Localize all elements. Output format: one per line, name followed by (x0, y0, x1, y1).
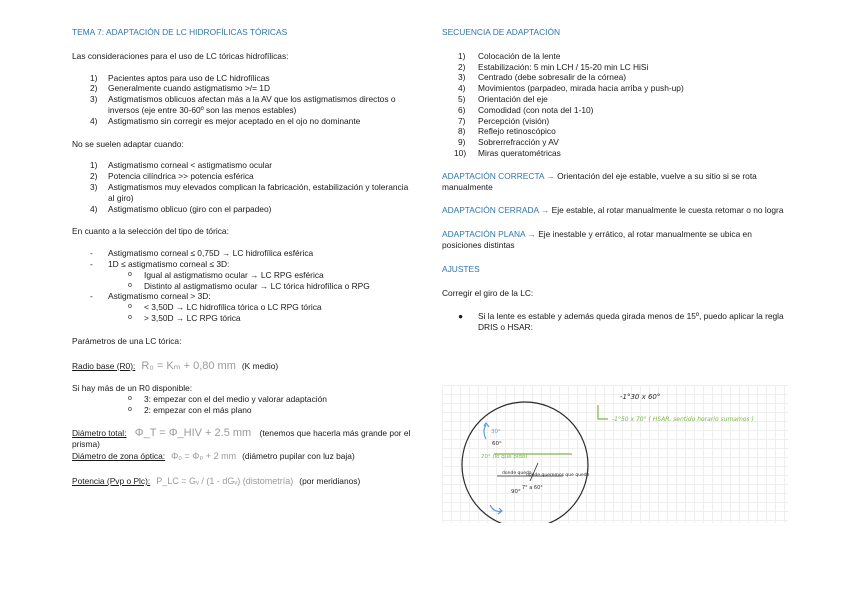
correct-text: Orientación del eje estable, vuelve a su sitio si se rota manualmente (442, 170, 757, 192)
arrow-right-icon: → (546, 170, 555, 181)
more-r0-text: Si hay más de un R0 disponible: (72, 383, 193, 394)
list-item: 1) Astigmatismo corneal < astigmatismo ocular (90, 160, 273, 171)
zone-note: (diámetro pupilar con luz baja) (242, 451, 355, 462)
sequence-title: SECUENCIA DE ADAPTACIÓN (442, 27, 561, 37)
correct-label: ADAPTACIÓN CORRECTA (442, 170, 545, 181)
list-item: 4) Movimientos (parpadeo, mirada hacia arriba y push-up) (458, 83, 684, 94)
lens-sketch (442, 385, 788, 523)
considerations-list (72, 73, 412, 127)
list-item: 9) Sobrerrefracción y AV (458, 137, 559, 148)
radio-note: (K medio) (241, 360, 279, 371)
list-item: 2) Generalmente cuando astigmatismo >/= 1D (90, 83, 271, 94)
zone-label: Diámetro de zona óptica: (72, 451, 166, 462)
selection-list (72, 248, 412, 324)
list-item: 3) Astigmatismos oblicuos afectan más a la AV que los astigmatismos directos o inversos (eje entre 30-60º son las menos estables) (90, 94, 396, 115)
flat-label: ADAPTACIÓN PLANA (442, 229, 526, 240)
zone-formula: Φ₀ = Φₚ + 2 mm (171, 451, 237, 462)
page-title: TEMA 7: ADAPTACIÓN DE LC HIDROFÍLICAS TÓRICAS (72, 27, 288, 37)
diam-note: (tenemos que hacerla más grande por el prisma) (72, 427, 411, 449)
list-item: o 2: empezar con el más plano (128, 404, 252, 415)
correct-adaptation (442, 171, 786, 193)
sketch-label: donde queremos que quede (526, 473, 590, 478)
not-adapt-heading: No se suelen adaptar cuando: (72, 138, 184, 149)
power-note: (por meridianos) (299, 476, 361, 487)
power-row (72, 476, 412, 487)
list-item: o Igual al astigmatismo ocular → LC RPG esférica (128, 269, 324, 280)
diam-row (72, 428, 412, 450)
list-item: 2) Potencia cilíndrica >> potencia esférica (90, 171, 254, 182)
list-item: 5) Orientación del eje (458, 93, 548, 104)
adjust-title: AJUSTES (442, 263, 480, 274)
sketch-grid (442, 385, 788, 523)
sketch-label: 30° (491, 429, 501, 435)
power-label: Potencia (Pvp o Plc): (72, 476, 151, 487)
list-item: 8) Reflejo retinoscópico (458, 126, 556, 137)
list-item: - Astigmatismo corneal ≤ 0,75D → LC hidrofílica esférica (90, 248, 314, 259)
left-column (72, 27, 412, 497)
closed-adaptation (442, 205, 786, 216)
list-item: 1) Colocación de la lente (458, 50, 561, 61)
not-adapt-list (72, 160, 412, 214)
list-item: - Astigmatismo corneal > 3D: (90, 291, 211, 302)
sketch-label: -1°30 x 60° (620, 393, 661, 401)
list-item: o Distinto al astigmatismo ocular → LC tórica hidrofílica o RPG (128, 280, 370, 291)
sketch-label: 60° (492, 441, 502, 447)
sketch-label: donde queda (502, 471, 532, 476)
closed-text: Eje estable, al rotar manualmente le cuesta retomar o no logra (551, 205, 784, 216)
list-item: o < 3,50D → LC hidrofílica tórica o LC RPG tórica (128, 302, 322, 313)
list-item: 10) Miras queratométricas (454, 147, 561, 158)
list-item: - 1D ≤ astigmatismo corneal ≤ 3D: (90, 258, 230, 269)
sketch-label: 90° (511, 489, 521, 495)
selection-heading: En cuanto a la selección del tipo de tórica: (72, 226, 229, 237)
list-item: 4) Astigmatismo oblicuo (giro con el parpadeo) (90, 203, 272, 214)
list-item: 1) Pacientes aptos para uso de LC hidrofílicas (90, 72, 270, 83)
closed-label: ADAPTACIÓN CERRADA (442, 205, 539, 216)
flat-adaptation (442, 229, 786, 251)
list-item: 7) Percepción (visión) (458, 115, 550, 126)
arrow-right-icon: → (527, 229, 536, 240)
power-formula: P_LC = Gᵥ / (1 - dGᵥ) (distometría) (156, 476, 294, 487)
radio-row (72, 361, 412, 372)
list-item: 4) Astigmatismo sin corregir es mejor aceptado en el ojo no dominante (90, 115, 361, 126)
flat-text: Eje inestable y errático, al rotar manualmente se ubica en posiciones distintas (442, 229, 752, 250)
rotation-arrow-icon (490, 505, 502, 511)
diam-formula: Φ_T = Φ_HIV + 2.5 mm (134, 426, 252, 439)
right-column (442, 27, 786, 333)
list-item: ● Si la lente es estable y además queda girada menos de 15º, puedo aplicar la regla DRIS o HSAR: (458, 311, 784, 333)
arrow-right-icon: → (540, 205, 550, 216)
sequence-list (442, 51, 786, 159)
list-item: 2) Estabilización: 5 min LCH / 15-20 min LC HiSi (458, 61, 649, 72)
zone-row (72, 451, 412, 462)
list-item: 3) Centrado (debe sobresalir de la córnea) (458, 72, 627, 83)
list-item: 6) Comodidad (con nota del 1-10) (458, 104, 594, 115)
sketch-label: 70° (lo que pido) (481, 454, 528, 460)
rotation-arrow-icon (484, 425, 486, 439)
radio-label: Radio base (R0): (72, 360, 136, 371)
params-heading: Parámetros de una LC tórica: (72, 335, 182, 346)
radio-formula: R₀ = Kₘ + 0,80 mm (141, 359, 236, 372)
list-item: o 3: empezar con el del medio y valorar adaptación (128, 394, 327, 405)
list-item: o > 3,50D → LC RPG tórica (128, 312, 241, 323)
lens-circle (462, 402, 588, 523)
sketch-label: 7° a 60° (522, 485, 543, 491)
correct-turn-text: Corregir el giro de la LC: (442, 287, 534, 298)
list-item: 3) Astigmatismos muy elevados complican la fabricación, estabilización y tolerancia al giro) (90, 181, 409, 203)
bullet-icon: ● (458, 311, 464, 322)
sketch-label: -1°50 x 70° ( HSAR, sentido horario sumamos ) (612, 416, 754, 423)
intro-text: Las consideraciones para el uso de LC tóricas hidrofílicas: (72, 50, 289, 61)
diam-label: Diámetro total: (72, 427, 127, 438)
